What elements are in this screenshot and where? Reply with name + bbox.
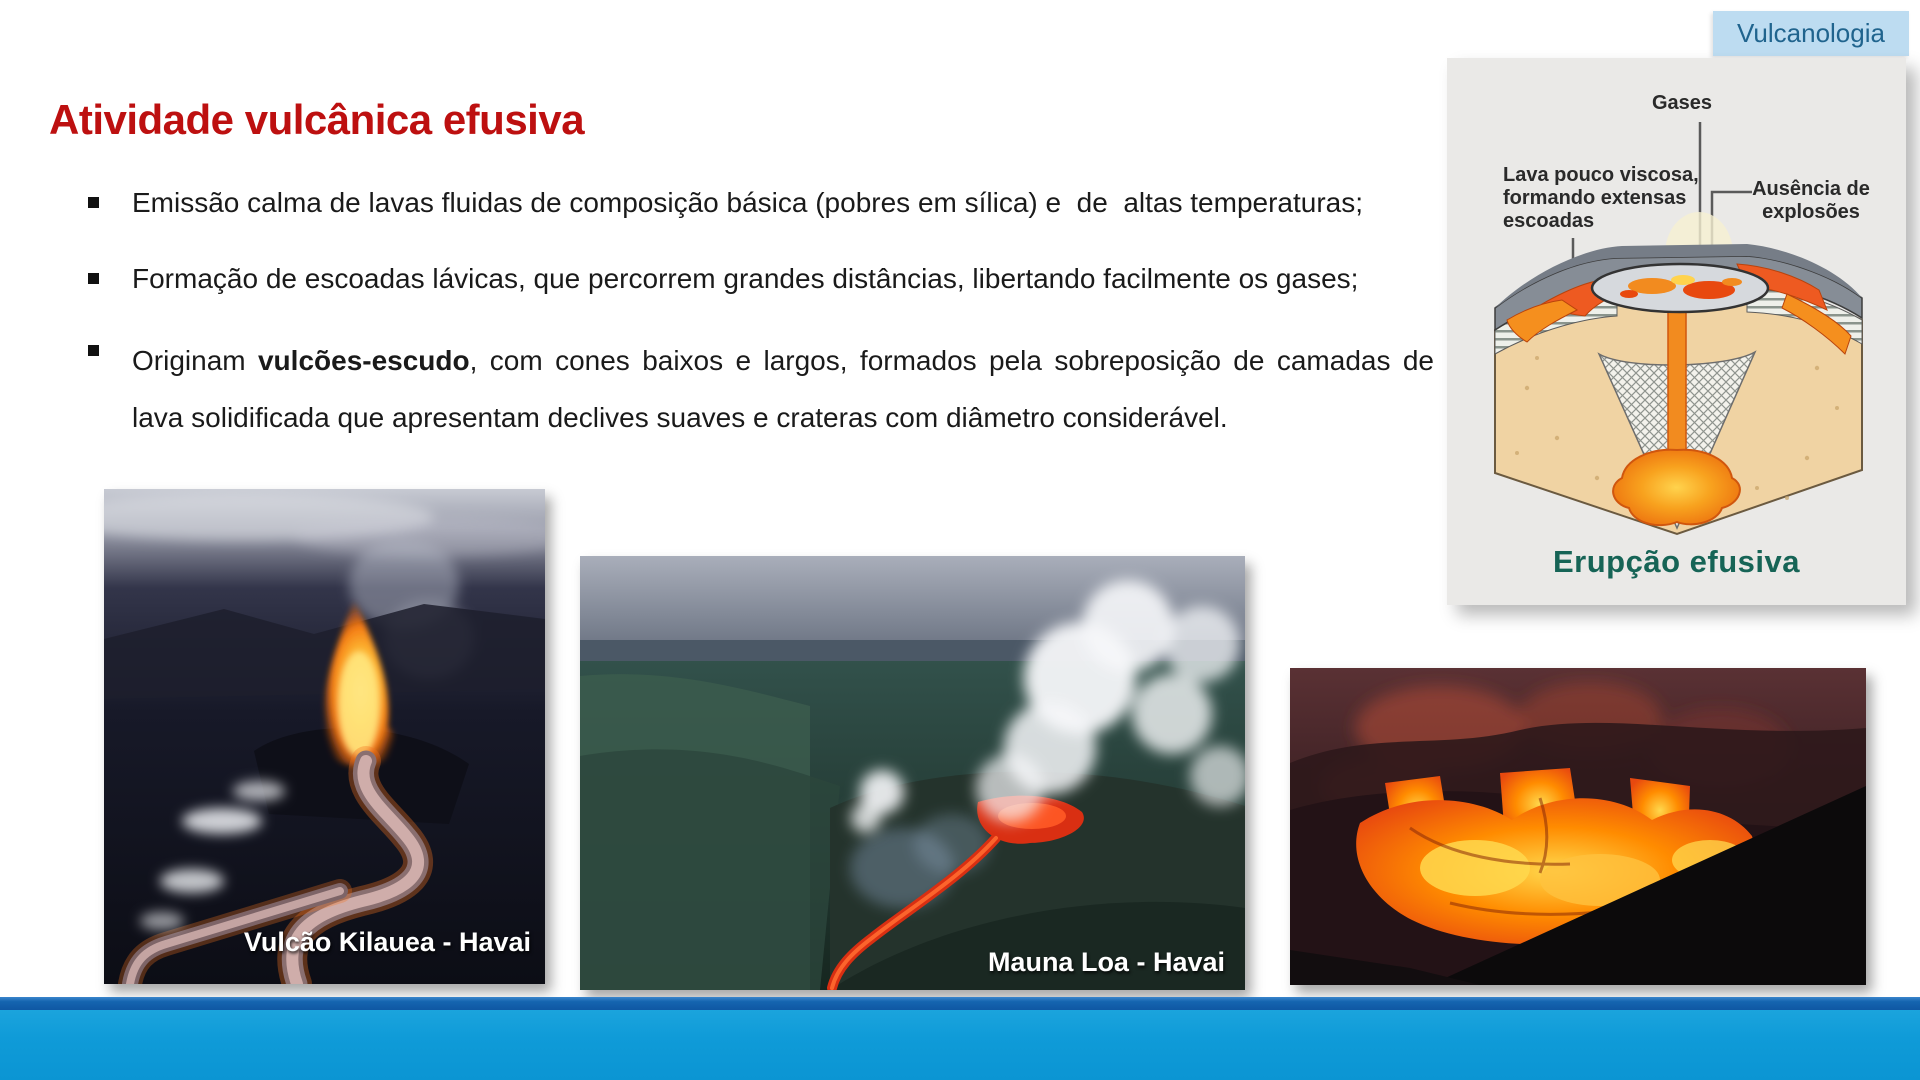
photo-lavaflow-image [1290,668,1866,985]
bullet-marker [88,345,99,356]
eruption-diagram-card [1447,58,1906,605]
vulcanologia-tab-label: Vulcanologia [1737,18,1885,48]
bullet-3-prefix: Originam [132,345,258,376]
photo-caption-kilauea: Vulcão Kilauea - Havai [243,927,531,957]
bullet-3-bold-term: vulcões-escudo [257,345,470,376]
photo-caption-maunaloa: Mauna Loa - Havai [987,947,1225,977]
bullet-item-3 [88,332,1434,446]
eruption-diagram-illustration [1447,58,1906,605]
diagram-caption: Erupção efusiva [1553,544,1800,579]
bullet-item-2 [88,260,1434,298]
diagram-label-gases: Gases [1651,92,1713,114]
bullet-3-rest: , com cones baixos e largos, formados pela sobreposição de camadas de lava solidificada que apresentam declives suaves e crateras com diâmetro considerável. [132,345,1434,433]
bullet-item-1 [88,184,1434,222]
bullet-text-2: Formação de escoadas lávicas, que percorrem grandes distâncias, libertando facilmente os gases; [132,263,1359,294]
bullet-marker [88,197,99,208]
photo-kilauea-image [104,489,545,984]
footer-bar-dark [0,997,1920,1010]
photo-lavaflow [1290,668,1866,985]
footer-bar-light [0,1010,1920,1080]
diagram-label-lava: Lava pouco viscosa, formando extensas escoadas [1503,164,1699,232]
photo-maunaloa-image [580,556,1245,990]
page-title: Atividade vulcânica efusiva [49,96,585,143]
vulcanologia-tab [1713,11,1909,56]
bullet-text-3 [88,332,1434,446]
diagram-label-ausencia: Ausência de explosões [1752,178,1870,223]
bullet-marker [88,273,99,284]
photo-kilauea [104,489,545,984]
photo-maunaloa [580,556,1245,990]
bullet-text-1: Emissão calma de lavas fluidas de composição básica (pobres em sílica) e de altas temperaturas; [132,187,1364,218]
